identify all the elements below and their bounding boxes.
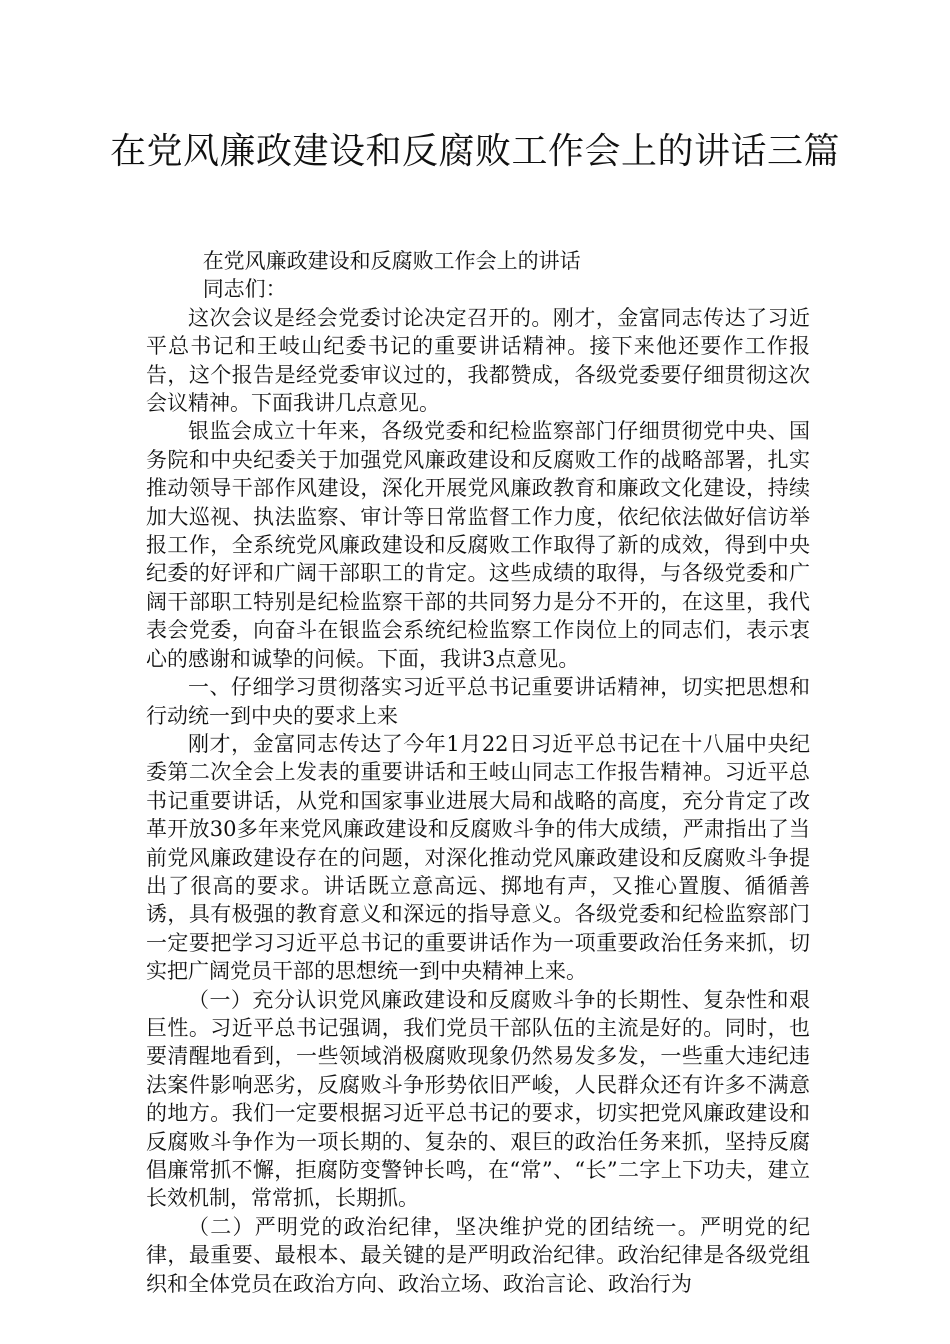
document-body — [146, 247, 810, 1298]
paragraph-achievements: 银监会成立十年来，各级党委和纪检监察部门仔细贯彻党中央、国务院和中央纪委关于加强党风廉政建设和反腐败工作的战略部署，扎实推动领导干部作风建设，深化开展党风廉政教育和廉政文化建设，持续加大巡视、执法监察、审计等日常监督工作力度，依纪依法做好信访举报工作，全系统党风廉政建设和反腐败工作取得了新的成效，得到中央纪委的好评和广阔干部职工的肯定。这些成绩的取得，与各级党委和广阔干部职工特别是纪检监察干部的共同努力是分不开的，在这里，我代表会党委，向奋斗在银监会系统纪检监察工作岗位上的同志们，表示衷心的感谢和诚挚的问候。下面，我讲3点意见。 — [146, 419, 810, 671]
paragraph-subsection-1: （一）充分认识党风廉政建设和反腐败斗争的长期性、复杂性和艰巨性。习近平总书记强调，我们党员干部队伍的主流是好的。同时，也要清醒地看到，一些领域消极腐败现象仍然易发多发，一些重大违纪违法案件影响恶劣，反腐败斗争形势依旧严峻，人民群众还有许多不满意的地方。我们一定要根据习近平总书记的要求，切实把党风廉政建设和反腐败斗争作为一项长期的、复杂的、艰巨的政治任务来抓，坚持反腐倡廉常抓不懈，拒腐防变警钟长鸣，在“常”、“长”二字上下功夫，建立长效机制，常常抓，长期抓。 — [146, 987, 810, 1211]
document-title: 在党风廉政建设和反腐败工作会上的讲话三篇 — [109, 131, 840, 172]
paragraph-opening: 这次会议是经会党委讨论决定召开的。刚才，金富同志传达了习近平总书记和王岐山纪委书记的重要讲话精神。接下来他还要作工作报告，这个报告是经党委审议过的，我都赞成，各级党委要仔细贯彻这次会议精神。下面我讲几点意见。 — [146, 305, 810, 416]
section-heading-1: 一、仔细学习贯彻落实习近平总书记重要讲话精神，切实把思想和行动统一到中央的要求上来 — [146, 675, 810, 728]
paragraph-subsection-2: （二）严明党的政治纪律，坚决维护党的团结统一。严明党的纪律，最重要、最根本、最关键的是严明政治纪律。政治纪律是各级党组织和全体党员在政治方向、政治立场、政治言论、政治行为 — [146, 1214, 810, 1296]
salutation: 同志们： — [202, 277, 287, 302]
speech-subtitle: 在党风廉政建设和反腐败工作会上的讲话 — [202, 249, 581, 273]
paragraph-section-1: 刚才，金富同志传达了今年1月22日习近平总书记在十八届中央纪委第二次全会上发表的重要讲话和王岐山同志工作报告精神。习近平总书记重要讲话，从党和国家事业进展大局和战略的高度，充分肯定了改革开放30多年来党风廉政建设和反腐败斗争的伟大成绩，严肃指出了当前党风廉政建设存在的问题，对深化推动党风廉政建设和反腐败斗争提出了很高的要求。讲话既立意高远、掷地有声，又推心置腹、循循善诱，具有极强的教育意义和深远的指导意义。各级党委和纪检监察部门一定要把学习习近平总书记的重要讲话作为一项重要政治任务来抓，切实把广阔党员干部的思想统一到中央精神上来。 — [146, 731, 810, 984]
